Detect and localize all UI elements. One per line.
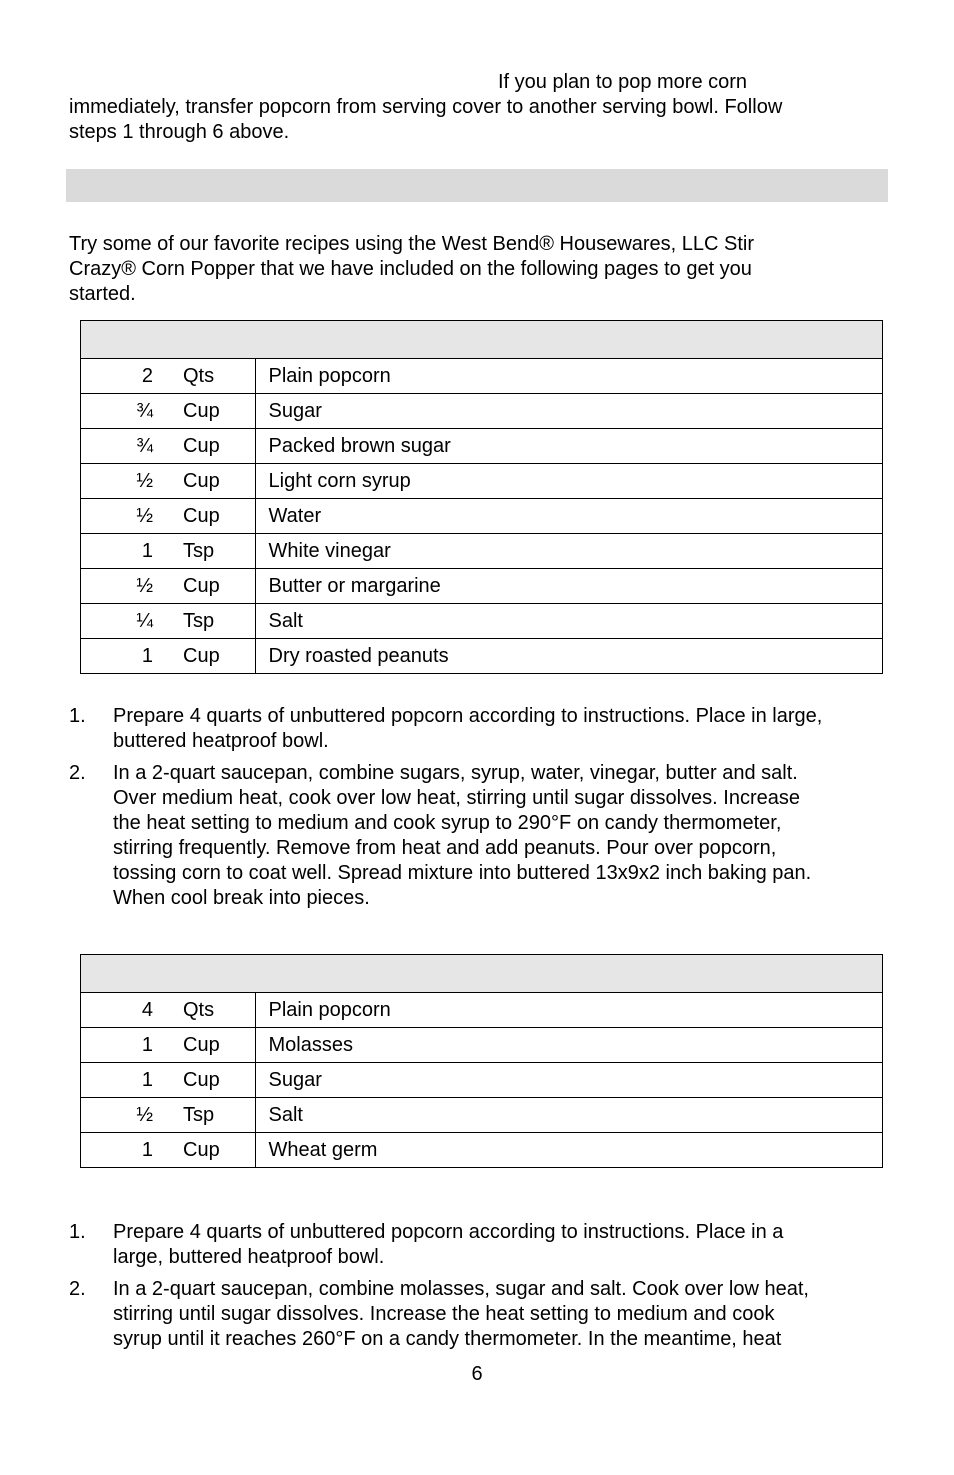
ingredient-unit: Cup [153,1133,255,1168]
ingredient-row [81,1028,883,1063]
ingredient-qty: ½ [81,499,154,534]
step-text-line: large, buttered heatproof bowl. [113,1246,385,1268]
ingredient-row [81,1098,883,1133]
ingredient-row [81,639,883,674]
recipe-2-steps [69,1220,889,1359]
ingredient-row [81,499,883,534]
ingredient-unit: Cup [153,639,255,674]
page-number: 6 [471,1363,483,1385]
ingredient-unit: Cup [153,569,255,604]
ingredient-name: Plain popcorn [255,993,883,1028]
ingredient-unit: Cup [153,1063,255,1098]
ingredient-unit: Cup [153,1028,255,1063]
ingredient-qty: 1 [81,639,154,674]
step-text-line: When cool break into pieces. [113,887,370,909]
step-item [69,1220,889,1270]
ingredient-unit: Qts [153,359,255,394]
ingredient-qty: ¾ [81,429,154,464]
ingredient-qty: ½ [81,464,154,499]
step-text-line: tossing corn to coat well. Spread mixture into buttered 13x9x2 inch baking pan. [113,862,812,884]
ingredient-unit: Tsp [153,534,255,569]
ingredient-qty: 1 [81,1133,154,1168]
step-text-line: Prepare 4 quarts of unbuttered popcorn according to instructions. Place in large, [113,705,823,727]
step-number: 2. [69,762,86,784]
ingredient-unit: Cup [153,464,255,499]
step-text-line: In a 2-quart saucepan, combine sugars, syrup, water, vinegar, butter and salt. [113,762,798,784]
ingredient-qty: 2 [81,359,154,394]
ingredient-row [81,359,883,394]
ingredient-row [81,1063,883,1098]
step-item [69,761,889,911]
ingredient-qty: 1 [81,1063,154,1098]
step-text-line: Prepare 4 quarts of unbuttered popcorn according to instructions. Place in a [113,1221,784,1243]
step-text-line: stirring frequently. Remove from heat and add peanuts. Pour over popcorn, [113,837,777,859]
intro-line-3: steps 1 through 6 above. [69,121,290,143]
step-text-line: stirring until sugar dissolves. Increase the heat setting to medium and cook [113,1303,775,1325]
ingredient-name: Packed brown sugar [255,429,883,464]
ingredient-qty: ½ [81,1098,154,1133]
ingredient-name: Light corn syrup [255,464,883,499]
ingredient-row [81,993,883,1028]
step-text-line: syrup until it reaches 260°F on a candy thermometer. In the meantime, heat [113,1328,782,1350]
ingredient-name: Molasses [255,1028,883,1063]
ingredient-qty: ¼ [81,604,154,639]
ingredient-qty: 1 [81,1028,154,1063]
step-item [69,704,889,754]
ingredient-name: Sugar [255,394,883,429]
ingredient-unit: Cup [153,394,255,429]
ingredient-row [81,569,883,604]
ingredient-row [81,1133,883,1168]
recipes-intro-line-2: Crazy® Corn Popper that we have included on the following pages to get you [69,258,752,280]
ingredient-name: Salt [255,1098,883,1133]
intro-line-1: If you plan to pop more corn [498,71,748,93]
ingredient-name: Butter or margarine [255,569,883,604]
step-number: 1. [69,705,86,727]
ingredient-name: Dry roasted peanuts [255,639,883,674]
ingredient-unit: Tsp [153,604,255,639]
ingredient-row [81,429,883,464]
ingredient-unit: Tsp [153,1098,255,1133]
recipes-intro-line-1: Try some of our favorite recipes using the West Bend® Housewares, LLC Stir [69,233,755,255]
ingredient-name: Wheat germ [255,1133,883,1168]
ingredient-name: Plain popcorn [255,359,883,394]
step-text-line: In a 2-quart saucepan, combine molasses, sugar and salt. Cook over low heat, [113,1278,809,1300]
ingredient-unit: Cup [153,499,255,534]
step-text-line: buttered heatproof bowl. [113,730,329,752]
section-heading-bar [66,169,888,202]
ingredient-qty: ½ [81,569,154,604]
ingredient-row [81,534,883,569]
ingredient-qty: 1 [81,534,154,569]
ingredient-row [81,464,883,499]
ingredient-name: Water [255,499,883,534]
ingredient-unit: Qts [153,993,255,1028]
step-text-line: the heat setting to medium and cook syrup to 290°F on candy thermometer, [113,812,782,834]
recipe-1-ingredients-table [80,320,883,674]
step-text-line: Over medium heat, cook over low heat, stirring until sugar dissolves. Increase [113,787,800,809]
step-number: 1. [69,1221,86,1243]
ingredient-name: Sugar [255,1063,883,1098]
step-item [69,1277,889,1352]
ingredient-name: White vinegar [255,534,883,569]
ingredient-unit: Cup [153,429,255,464]
recipe-2-ingredients-table [80,954,883,1168]
ingredient-row [81,604,883,639]
ingredient-qty: ¾ [81,394,154,429]
recipes-intro-line-3: started. [69,283,136,305]
ingredient-row [81,394,883,429]
recipe-1-title-row [81,321,883,359]
ingredient-qty: 4 [81,993,154,1028]
step-number: 2. [69,1278,86,1300]
recipe-1-steps [69,704,889,918]
ingredient-name: Salt [255,604,883,639]
recipe-2-title-row [81,955,883,993]
intro-line-2: immediately, transfer popcorn from serving cover to another serving bowl. Follow [69,96,783,118]
